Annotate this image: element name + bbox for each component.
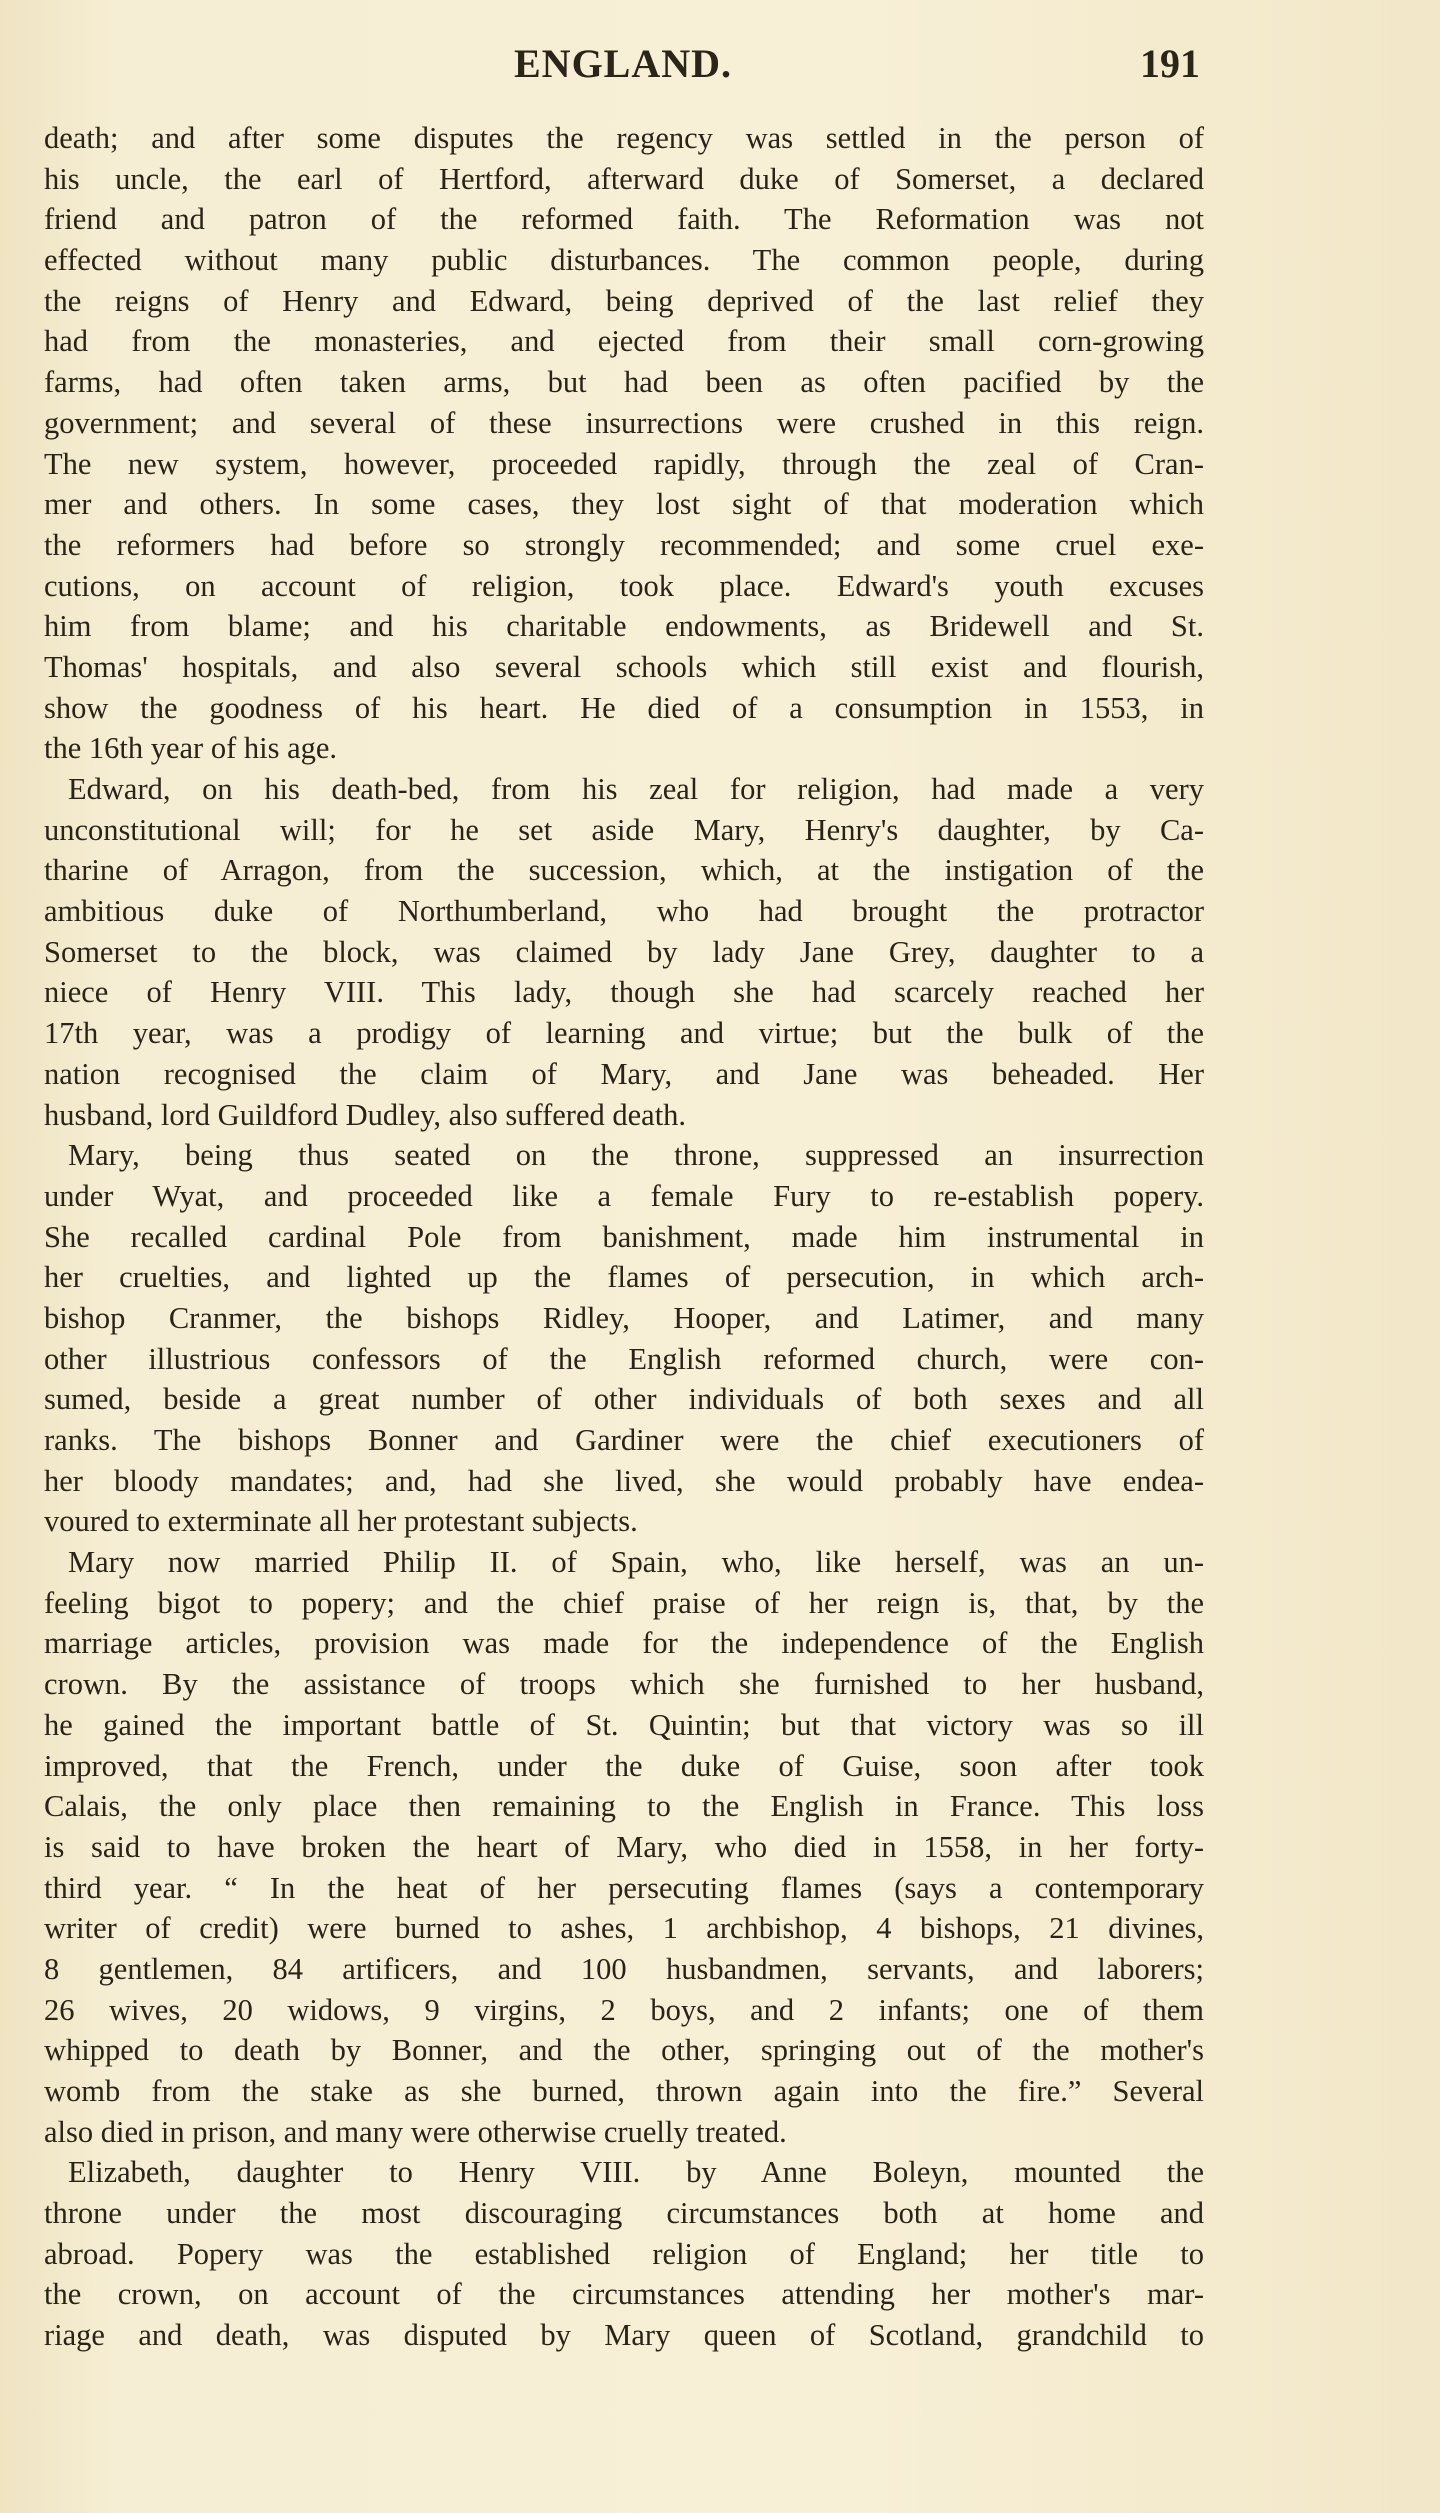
text-line: Calais, the only place then remaining to the English in France. This loss	[44, 1789, 1204, 1824]
text-line: cutions, on account of religion, took place. Edward's youth excuses	[44, 568, 1204, 603]
text-line: Thomas' hospitals, and also several schools which still exist and flourish,	[44, 649, 1204, 684]
text-line: tharine of Arragon, from the succession, which, at the instigation of the	[44, 853, 1204, 888]
text-line: him from blame; and his charitable endowments, as Bridewell and St.	[44, 609, 1204, 644]
text-line: Mary, being thus seated on the throne, suppressed an insurrection	[68, 1138, 1204, 1173]
text-line: the reformers had before so strongly recommended; and some cruel exe-	[44, 527, 1204, 562]
text-line: husband, lord Guildford Dudley, also suffered death.	[44, 1097, 687, 1132]
text-line: She recalled cardinal Pole from banishment, made him instrumental in	[44, 1219, 1204, 1254]
text-line: had from the monasteries, and ejected from their small corn-growing	[44, 324, 1204, 359]
body-text	[44, 118, 1204, 2356]
text-line: abroad. Popery was the established religion of England; her title to	[44, 2236, 1204, 2271]
page-number: 191	[1140, 41, 1200, 86]
text-line: effected without many public disturbances. The common people, during	[44, 243, 1204, 278]
text-line: is said to have broken the heart of Mary, who died in 1558, in her forty-	[44, 1829, 1204, 1864]
text-line: niece of Henry VIII. This lady, though she had scarcely reached her	[44, 975, 1204, 1010]
text-line: writer of credit) were burned to ashes, 1 archbishop, 4 bishops, 21 divines,	[44, 1911, 1204, 1946]
text-line: 17th year, was a prodigy of learning and virtue; but the bulk of the	[44, 1016, 1204, 1051]
text-line: Somerset to the block, was claimed by lady Jane Grey, daughter to a	[44, 934, 1204, 969]
text-line: Edward, on his death-bed, from his zeal for religion, had made a very	[68, 772, 1204, 806]
text-line: unconstitutional will; for he set aside Mary, Henry's daughter, by Ca-	[44, 812, 1204, 847]
text-line: womb from the stake as she burned, thrown again into the fire.” Several	[44, 2074, 1204, 2108]
text-line: government; and several of these insurrections were crushed in this reign.	[44, 405, 1204, 440]
text-line: feeling bigot to popery; and the chief praise of her reign is, that, by the	[44, 1585, 1204, 1620]
text-line: 26 wives, 20 widows, 9 virgins, 2 boys, and 2 infants; one of them	[44, 1992, 1204, 2027]
text-line: The new system, however, proceeded rapidly, through the zeal of Cran-	[44, 446, 1204, 481]
text-line: also died in prison, and many were otherwise cruelly treated.	[44, 2114, 787, 2149]
text-line: improved, that the French, under the duke of Guise, soon after took	[44, 1748, 1204, 1783]
text-line: the reigns of Henry and Edward, being deprived of the last relief they	[44, 283, 1204, 318]
text-line: third year. “ In the heat of her persecuting flames (says a contemporary	[44, 1870, 1204, 1905]
text-line: marriage articles, provision was made for the independence of the English	[44, 1626, 1204, 1661]
text-line: the 16th year of his age.	[44, 731, 338, 766]
text-line: bishop Cranmer, the bishops Ridley, Hooper, and Latimer, and many	[44, 1300, 1204, 1335]
text-line: riage and death, was disputed by Mary queen of Scotland, grandchild to	[44, 2318, 1204, 2353]
text-line: Mary now married Philip II. of Spain, who, like herself, was an un-	[68, 1545, 1204, 1580]
text-line: show the goodness of his heart. He died of a consumption in 1553, in	[44, 690, 1204, 725]
text-line: crown. By the assistance of troops which she furnished to her husband,	[44, 1667, 1204, 1702]
text-line: throne under the most discouraging circumstances both at home and	[44, 2196, 1204, 2231]
text-line: voured to exterminate all her protestant subjects.	[44, 1504, 638, 1539]
text-line: mer and others. In some cases, they lost sight of that moderation which	[44, 487, 1204, 522]
text-line: ranks. The bishops Bonner and Gardiner were the chief executioners of	[44, 1423, 1204, 1457]
text-line: death; and after some disputes the regency was settled in the person of	[44, 121, 1204, 155]
text-line: her bloody mandates; and, had she lived, she would probably have endea-	[44, 1463, 1204, 1498]
page-header	[44, 40, 1200, 100]
text-line: 8 gentlemen, 84 artificers, and 100 husbandmen, servants, and laborers;	[44, 1951, 1204, 1986]
text-line: whipped to death by Bonner, and the other, springing out of the mother's	[44, 2033, 1204, 2068]
text-line: under Wyat, and proceeded like a female Fury to re-establish popery.	[44, 1178, 1204, 1213]
text-line: his uncle, the earl of Hertford, afterward duke of Somerset, a declared	[44, 161, 1204, 196]
text-line: other illustrious confessors of the English reformed church, were con-	[44, 1341, 1204, 1376]
running-title: ENGLAND.	[514, 41, 733, 86]
text-line: her cruelties, and lighted up the flames of persecution, in which arch-	[44, 1260, 1204, 1295]
text-line: the crown, on account of the circumstances attending her mother's mar-	[44, 2277, 1204, 2312]
text-line: farms, had often taken arms, but had been as often pacified by the	[44, 365, 1204, 400]
text-line: sumed, beside a great number of other individuals of both sexes and all	[44, 1382, 1204, 1417]
text-line: nation recognised the claim of Mary, and Jane was beheaded. Her	[44, 1056, 1204, 1091]
text-line: he gained the important battle of St. Quintin; but that victory was so ill	[44, 1707, 1204, 1742]
text-line: friend and patron of the reformed faith. The Reformation was not	[44, 202, 1204, 237]
text-line: ambitious duke of Northumberland, who had brought the protractor	[44, 894, 1204, 929]
text-line: Elizabeth, daughter to Henry VIII. by Anne Boleyn, mounted the	[68, 2155, 1204, 2190]
